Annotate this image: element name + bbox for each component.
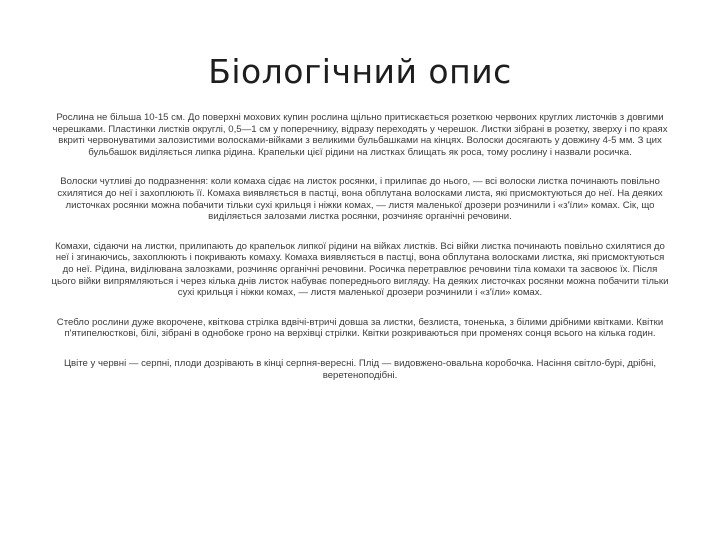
paragraph-trap-mechanism: Волоски чутливі до подразнення: коли комаха сідає на листок росянки, і прилипає до нього, — всі волоски листка починають повільно схилятися до неї і захоплюють її. Комаха виявляється в пастці, вона обплутана волосками листа, які присмоктуються до неї. На деяких листочках росянки можна побачити тільки сухі крильця і ніжки комах, — листя маленької дрозери розчинили і «з'їли» комах. Сік, що виділяється залозами листка росянки, розчиняє органічні речовини. bbox=[57, 176, 663, 223]
paragraph-stem-flowers: Стебло рослини дуже вкорочене, квіткова стрілка вдвічі-втричі довша за листки, безлиста, тоненька, з білими дрібними квітками. Квітки п'ятипелюсткові, білі, зібрані в однобоке гроно на верхівці стрілки. Квітки розкриваються при променях сонця всього на кілька годин. bbox=[56, 316, 664, 340]
slide-title: Біологічний опис bbox=[208, 52, 512, 91]
paragraph-digestion: Комахи, сідаючи на листки, прилипають до крапельок липкої рідини на війках листків. Всі війки листка починають повільно схилятися до неї і згинаючись, захоплюють і покривають комаху. Комаха виявляється в пастці, вона обплутана волосками листка, які присмоктуються до неї. Рідина, виділювана залозками, розчиняє органічні речовини. Росичка перетравлює речовини тіла комахи та засвоює їх. Після цього війки випрямляються і через кілька днів листок набуває попереднього вигляду. На деяких листочках росянки можна побачити тільки сухі крильця і ніжки комах, — листя маленької дрозери розчинили і «з'їли» комах. bbox=[51, 240, 669, 299]
paragraph-flowering-fruit: Цвіте у червні — серпні, плоди дозрівають в кінці серпня-вересні. Плід — видовжено-овальна коробочка. Насіння світло-бурі, дрібні, веретеноподібні. bbox=[63, 357, 657, 381]
paragraph-description: Рослина не більша 10-15 см. До поверхні мохових купин рослина щільно притискається розеткою червоних круглих листочків з довгими черешками. Пластинки листків округлі, 0,5—1 см у поперечнику, відразу переходять у черешок. Листки зібрані в розетку, зверху і по краях вкриті червонуватими залозистими волосками-війками з великими бульбашками на кінцях. Волоски досягають у довжину 4-5 мм. З цих бульбашок виділяється липка рідина. Крапельки цієї рідини на листках блищать як роса, тому рослину і назвали росичка. bbox=[52, 112, 668, 158]
slide-body bbox=[50, 112, 670, 399]
